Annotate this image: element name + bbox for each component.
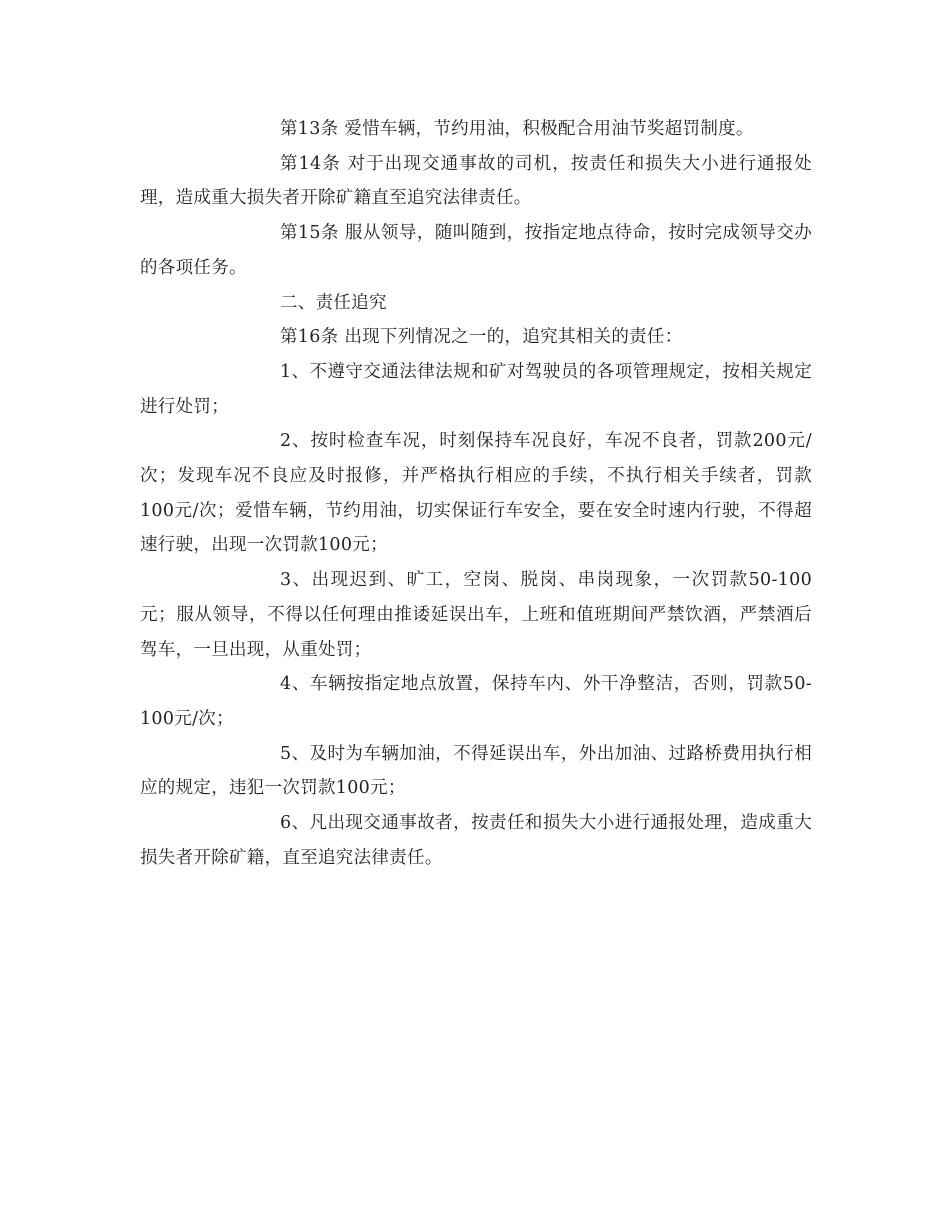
clause-2: 2、按时检查车况，时刻保持车况良好，车况不良者，罚款200元/次；发现车况不良应及时报修，并严格执行相应的手续，不执行相关手续者，罚款100元/次；爱惜车辆，节约用油，切实保证行车安全，要在安全时速内行驶，不得超速行驶，出现一次罚款100元； — [140, 431, 812, 556]
clause-6: 6、凡出现交通事故者，按责任和损失大小进行通报处理，造成重大损失者开除矿籍，直至追究法律责任。 — [140, 813, 812, 868]
article-15: 第15条 服从领导，随叫随到，按指定地点待命，按时完成领导交办的各项任务。 — [140, 223, 812, 278]
article-13: 第13条 爱惜车辆，节约用油，积极配合用油节奖超罚制度。 — [280, 119, 754, 139]
clause-4: 4、车辆按指定地点放置，保持车内、外干净整洁，否则，罚款50-100元/次； — [140, 674, 812, 729]
clause-3: 3、出现迟到、旷工，空岗、脱岗、串岗现象，一次罚款50-100元；服从领导，不得以任何理由推诿延误出车，上班和值班期间严禁饮酒，严禁酒后驾车，一旦出现，从重处罚； — [140, 570, 812, 660]
document-body — [140, 112, 812, 875]
clause-1: 1、不遵守交通法律法规和矿对驾驶员的各项管理规定，按相关规定进行处罚； — [140, 361, 812, 417]
article-16: 第16条 出现下列情况之一的，追究其相关的责任： — [280, 327, 683, 348]
section-heading-liability: 二、责任追究 — [280, 292, 387, 313]
article-14: 第14条 对于出现交通事故的司机，按责任和损失大小进行通报处理，造成重大损失者开除矿籍直至追究法律责任。 — [140, 153, 812, 209]
clause-5: 5、及时为车辆加油，不得延误出车，外出加油、过路桥费用执行相应的规定，违犯一次罚款100元； — [140, 743, 812, 799]
